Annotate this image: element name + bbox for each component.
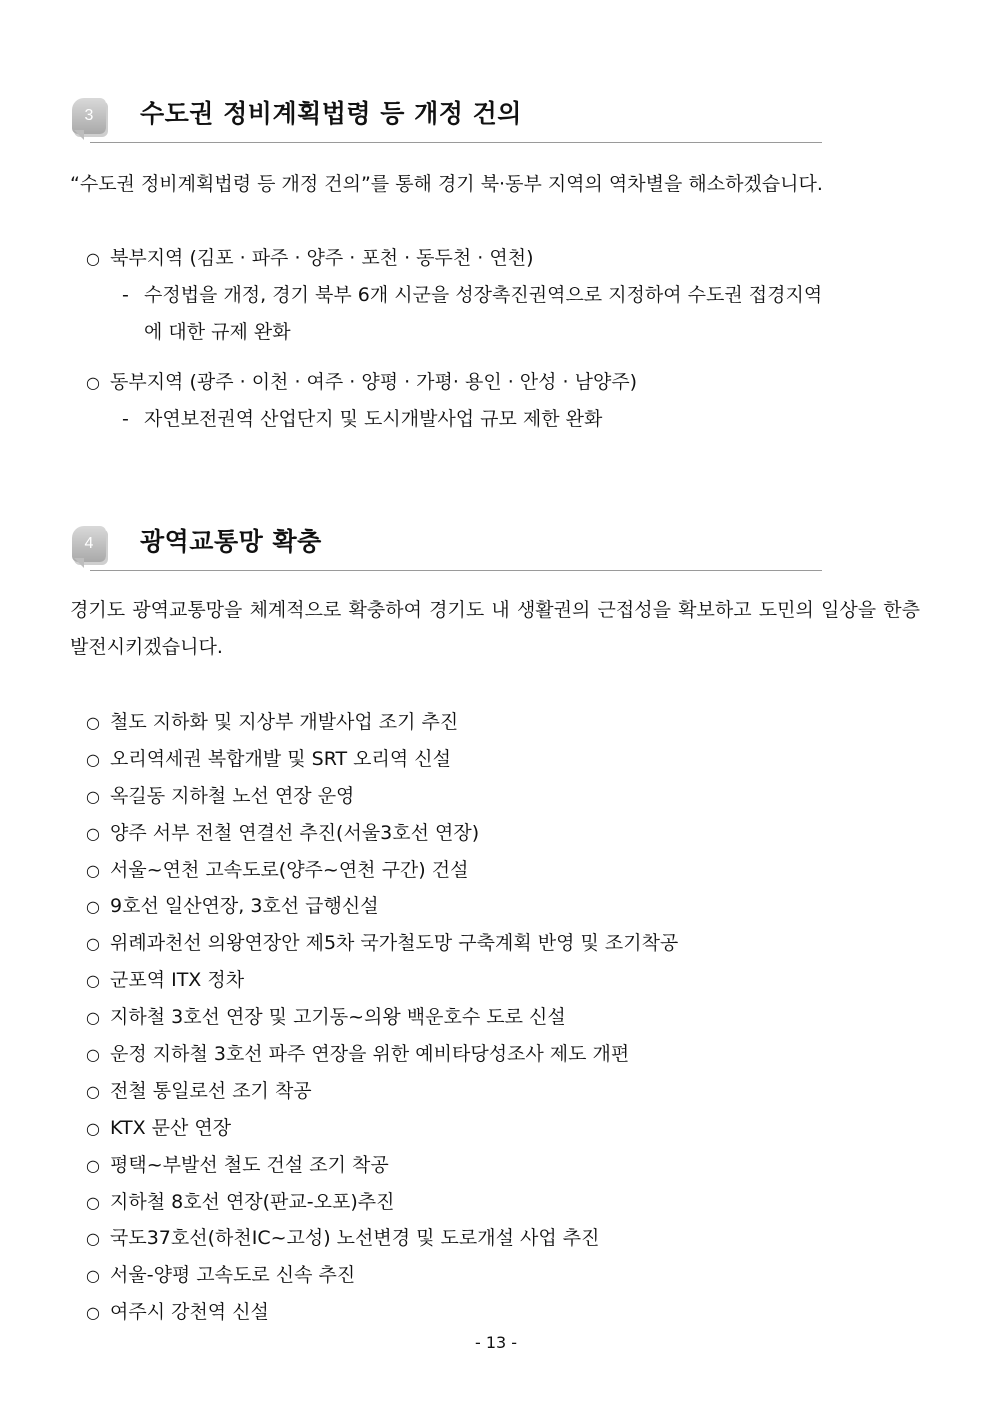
list-item: ○ 옥길동 지하철 노선 연장 운영	[86, 778, 678, 815]
circle-bullet-icon: ○	[86, 823, 100, 843]
list-item: ○ 9호선 일산연장, 3호선 급행신설	[86, 888, 678, 925]
list-item: ○ 지하철 3호선 연장 및 고기동~의왕 백운호수 도로 신설	[86, 999, 678, 1036]
circle-bullet-icon: ○	[86, 249, 100, 268]
section-4-title: 광역교통망 확충	[140, 527, 322, 556]
circle-bullet-icon: ○	[86, 1081, 100, 1101]
circle-bullet-icon: ○	[86, 713, 100, 732]
circle-bullet-icon: ○	[86, 1303, 100, 1323]
list-item: ○ 평택~부발선 철도 건설 조기 착공	[86, 1147, 678, 1184]
bullet-text: 북부지역 (김포 · 파주 · 양주 · 포천 · 동두천 · 연천)	[110, 247, 534, 269]
circle-bullet-icon: ○	[86, 1192, 100, 1212]
section-divider	[90, 570, 822, 571]
list-item: ○ 서울~연천 고속도로(양주~연천 구간) 건설	[86, 852, 678, 889]
badge-tail-decoration	[74, 558, 84, 568]
list-item: ○ KTX 문산 연장	[86, 1110, 678, 1147]
list-item: ○ 위례과천선 의왕연장안 제5차 국가철도망 구축계획 반영 및 조기착공	[86, 925, 678, 962]
circle-bullet-icon: ○	[86, 860, 100, 880]
circle-bullet-icon: ○	[86, 971, 100, 991]
list-item: ○ 양주 서부 전철 연결선 추진(서울3호선 연장)	[86, 815, 678, 852]
section-number-badge: 3	[72, 98, 106, 134]
sub-item-north	[122, 277, 922, 351]
list-item: ○ 지하철 8호선 연장(판교-오포)추진	[86, 1184, 678, 1221]
circle-bullet-icon: ○	[86, 1008, 100, 1028]
badge-tail-decoration	[74, 130, 84, 140]
list-item: ○ 국도37호선(하천IC~고성) 노선변경 및 도로개설 사업 추진	[86, 1220, 678, 1257]
sub-item-text: 수정법을 개정, 경기 북부 6개 시군을 성장촉진권역으로 지정하여 수도권 접경지역	[144, 284, 823, 306]
bullet-text: 동부지역 (광주 · 이천 · 여주 · 양평 · 가평· 용인 · 안성 · 남양주)	[110, 371, 638, 393]
list-item: ○ 서울-양평 고속도로 신속 추진	[86, 1257, 678, 1294]
bullet-east-region	[86, 364, 637, 401]
section-divider	[90, 142, 822, 143]
list-item: ○ 여주시 강천역 신설	[86, 1294, 678, 1331]
section-3-title: 수도권 정비계획법령 등 개정 건의	[140, 99, 522, 128]
section-3-header	[70, 96, 822, 146]
circle-bullet-icon: ○	[86, 897, 100, 917]
sub-item-text: 자연보전권역 산업단지 및 도시개발사업 규모 제한 완화	[144, 408, 603, 430]
list-item: ○ 오리역세권 복합개발 및 SRT 오리역 신설	[86, 741, 678, 778]
page-number: - 13 -	[474, 1333, 518, 1352]
circle-bullet-icon: ○	[86, 786, 100, 806]
sub-item-east	[122, 401, 922, 438]
circle-bullet-icon: ○	[86, 1155, 100, 1175]
section-number-badge: 4	[72, 526, 106, 562]
circle-bullet-icon: ○	[86, 934, 100, 954]
list-item: ○ 철도 지하화 및 지상부 개발사업 조기 추진	[86, 704, 678, 741]
section-3-intro: “수도권 정비계획법령 등 개정 건의”를 통해 경기 북·동부 지역의 역차별을 해소하겠습니다.	[70, 173, 823, 195]
dash-marker: -	[122, 408, 129, 430]
bullet-north-region	[86, 240, 533, 277]
sub-item-text-continued: 에 대한 규제 완화	[144, 321, 291, 343]
section-4-header	[70, 524, 822, 574]
dash-marker: -	[122, 284, 129, 306]
list-item: ○ 전철 통일로선 조기 착공	[86, 1073, 678, 1110]
section-4-intro: 경기도 광역교통망을 체계적으로 확충하여 경기도 내 생활권의 근접성을 확보하고 도민의 일상을 한층 발전시키겠습니다.	[70, 599, 920, 658]
circle-bullet-icon: ○	[86, 1266, 100, 1286]
circle-bullet-icon: ○	[86, 1118, 100, 1138]
list-item: ○ 운정 지하철 3호선 파주 연장을 위한 예비타당성조사 제도 개편	[86, 1036, 678, 1073]
transport-project-list	[86, 704, 678, 1331]
circle-bullet-icon: ○	[86, 373, 100, 392]
circle-bullet-icon: ○	[86, 1045, 100, 1065]
list-item: ○ 군포역 ITX 정차	[86, 962, 678, 999]
circle-bullet-icon: ○	[86, 749, 100, 769]
circle-bullet-icon: ○	[86, 1229, 100, 1249]
